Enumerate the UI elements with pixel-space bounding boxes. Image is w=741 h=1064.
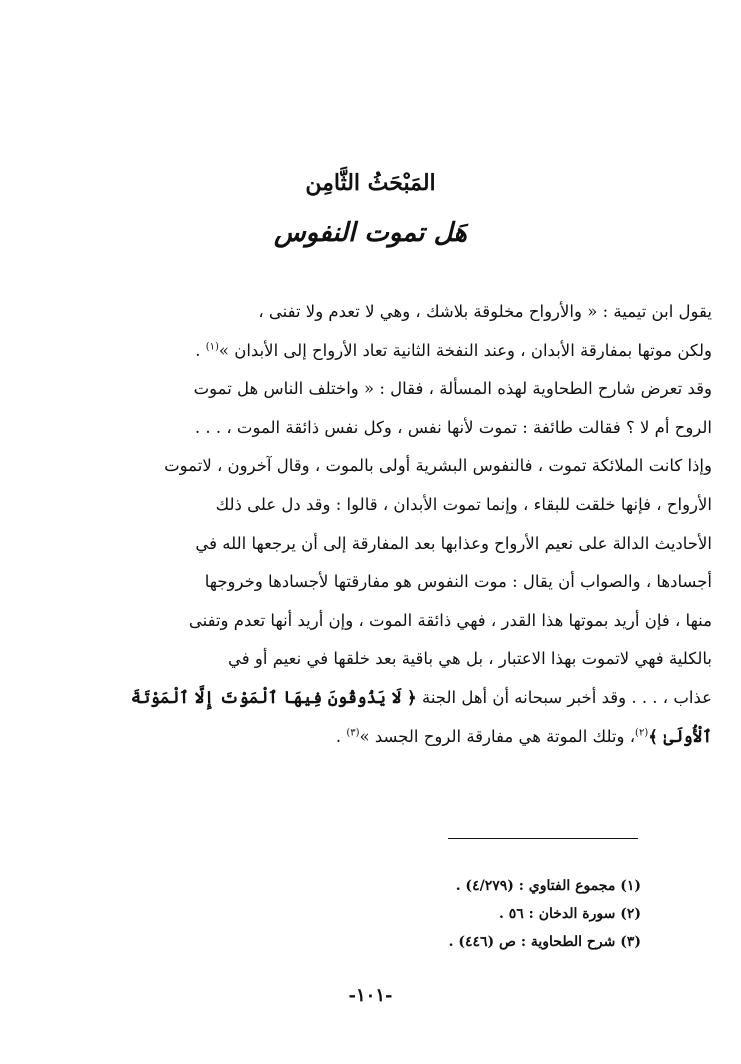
body-line-11: عذاب ، . . . وقد أخبر سبحانه أن أهل الجنة ﴿ لَا يَذُوقُونَ فِيهَا ٱلْمَوْتَ إِلَّا ٱلْمَوْتَةَ [130,687,712,707]
footnotes-list [200,872,641,956]
footnote-ref-1[interactable]: (١) [205,341,219,353]
body-text [92,293,712,756]
footnote-ref-3[interactable]: (٣) [346,727,360,739]
body-line-7: الأحاديث الدالة على نعيم الأرواح وعذابها بعد المفارقة إلى أن يرجعها الله في [195,533,712,553]
body-line-3: وقد تعرض شارح الطحاوية لهذه المسألة ، فقال : « واختلف الناس هل تموت [193,379,712,399]
body-line-10: بالكلية فهي لاتموت بهذا الاعتبار ، بل هي باقية بعد خلقها في نعيم أو في [228,649,712,669]
body-line-6: الأرواح ، فإنها خلقت للبقاء ، وإنما تموت الأبدان ، قالوا : وقد دل على ذلك [215,494,712,514]
body-line-1: يقول ابن تيمية : « والأرواح مخلوقة بلاشك ، وهي لا تعدم ولا تفنى ، [258,302,712,321]
quran-verse: ﴿ لَا يَذُوقُونَ فِيهَا ٱلْمَوْتَ إِلَّا ٱلْمَوْتَةَ [130,687,417,707]
body-line-12: ٱلْأُولَىٰ ﴾$^{(٢)}$، وتلك الموتة هي مفارقة الروح الجسد »$^{(٣)}$ . [335,726,712,746]
body-line-5: وإذا كانت الملائكة تموت ، فالنفوس البشرية أولى بالموت ، وقال آخرون ، لاتموت [164,456,712,476]
footnote-3: (٣) شرح الطحاوية : ص (٤٤٦) . [448,934,641,950]
chapter-title: المَبْحَثُ الثَّامِن [305,170,436,196]
body-line-4: الروح أم لا ؟ فقالت طائفة : تموت لأنها نفس ، وكل نفس ذائقة الموت ، . . . [194,417,712,437]
footnote-ref-2[interactable]: (٢) [635,727,649,739]
chapter-subtitle: هَل تموت النفوس [274,218,467,248]
body-line-2: ولكن موتها بمفارقة الأبدان ، وعند النفخة الثانية تعاد الأرواح إلى الأبدان »$^{(١)}$ . [195,340,712,360]
body-line-8: أجسادها ، والصواب أن يقال : موت النفوس هو مفارقتها لأجسادها وخروجها [204,572,712,592]
body-line-9: منها ، فإن أريد بموتها هذا القدر ، فهي ذائقة الموت ، وإن أريد أنها تعدم وتفنى [188,610,712,630]
quran-verse-end: ٱلْأُولَىٰ ﴾ [648,726,712,746]
footnote-2: (٢) سورة الدخان : ٥٦ . [498,906,641,922]
footnote-1: (١) مجموع الفتاوي : (٤/٢٧٩) . [455,878,641,894]
page-number: -١٠١- [348,985,393,1006]
footnote-divider [448,838,638,839]
